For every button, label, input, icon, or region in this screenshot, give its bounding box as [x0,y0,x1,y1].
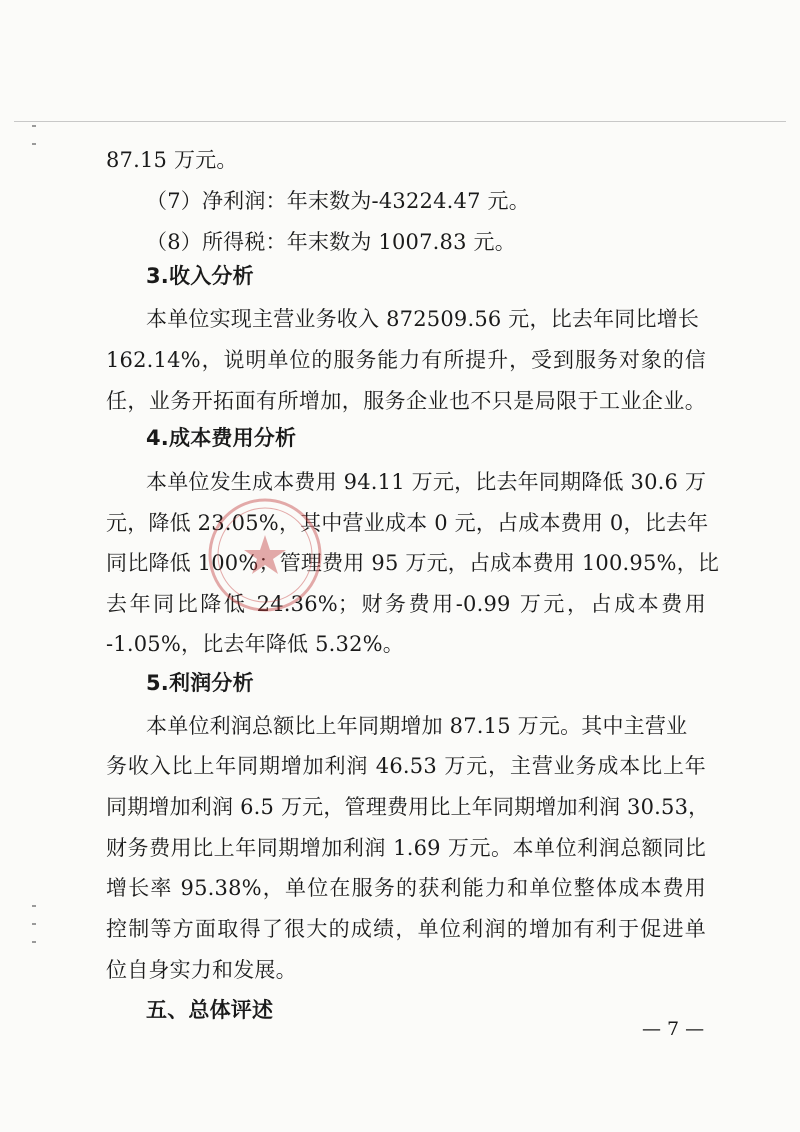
text-line: （8）所得税：年末数为 1007.83 元。 [146,230,516,254]
text-line: 同比降低 100%；管理费用 95 万元，占成本费用 100.95%，比 [106,551,720,575]
text-line: 本单位发生成本费用 94.11 万元，比去年同期降低 30.6 万 [146,470,707,494]
text-line: 同期增加利润 6.5 万元，管理费用比上年同期增加利润 30.53， [106,795,710,819]
text-line: 控制等方面取得了很大的成绩，单位利润的增加有利于促进单 [106,917,706,941]
top-divider [14,121,786,122]
text-line: 位自身实力和发展。 [106,958,297,982]
text-line: 87.15 万元。 [106,148,238,172]
text-line: （7）净利润：年末数为-43224.47 元。 [146,189,530,213]
section-heading: 4.成本费用分析 [146,426,297,450]
section-heading: 3.收入分析 [146,264,254,288]
text-line: 162.14%，说明单位的服务能力有所提升，受到服务对象的信 [106,348,706,372]
section-heading: 5.利润分析 [146,671,254,695]
text-line: 任，业务开拓面有所增加，服务企业也不只是局限于工业企业。 [106,389,706,413]
text-line: 元，降低 23.05%，其中营业成本 0 元，占成本费用 0，比去年 [106,511,709,535]
text-line: 增长率 95.38%，单位在服务的获利能力和单位整体成本费用 [106,876,706,900]
page-number: — 7 — [642,1018,705,1040]
official-seal-stamp [205,495,325,615]
text-line: 务收入比上年同期增加利润 46.53 万元，主营业务成本比上年 [106,754,706,778]
text-line: 本单位利润总额比上年同期增加 87.15 万元。其中主营业 [146,714,688,738]
text-line: 本单位实现主营业务收入 872509.56 元，比去年同比增长 [146,307,700,331]
scan-marks-upper [30,125,44,185]
chapter-heading: 五、总体评述 [146,998,274,1022]
text-line: -1.05%，比去年降低 5.32%。 [106,632,404,656]
text-line: 去年同比降低 24.36%；财务费用-0.99 万元，占成本费用 [106,592,706,616]
text-line: 财务费用比上年同期增加利润 1.69 万元。本单位利润总额同比 [106,836,706,860]
scan-marks-lower [30,905,44,985]
